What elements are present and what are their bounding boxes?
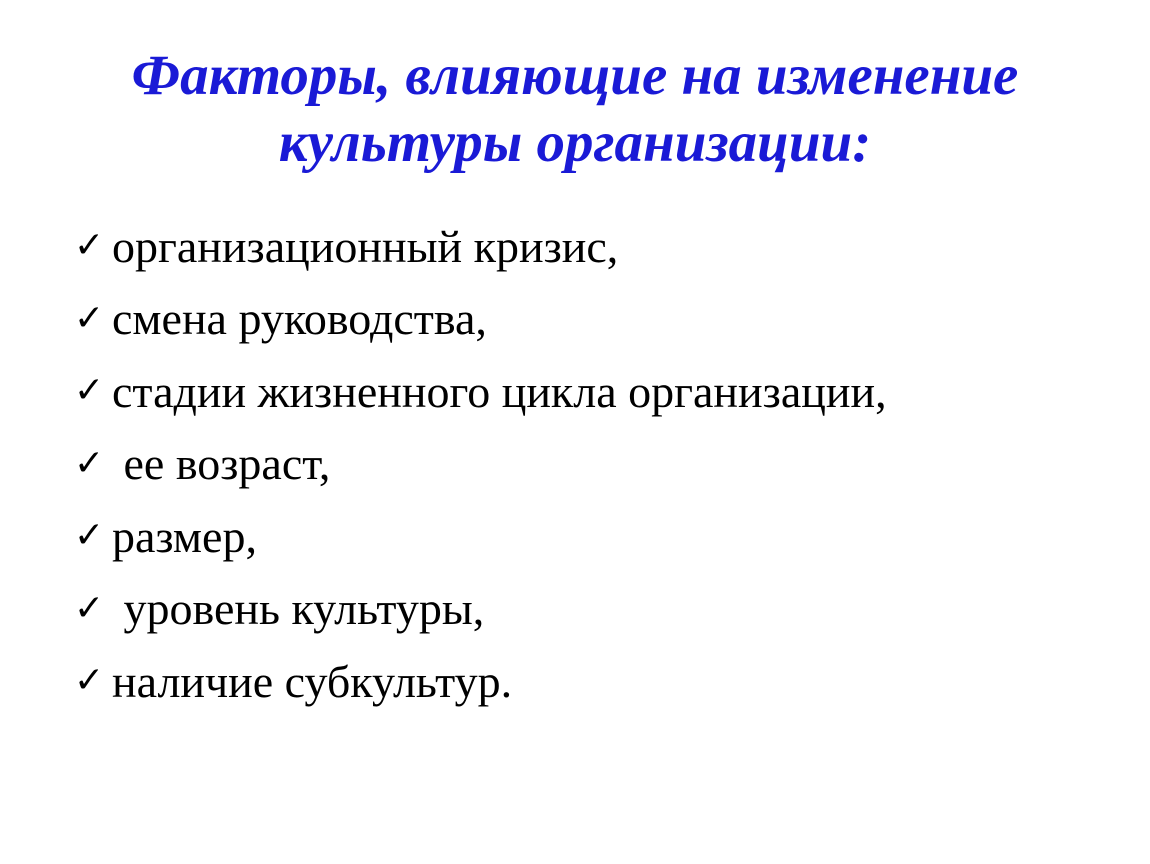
checkmark-icon: ✓ [74,442,105,484]
list-item-text: ее возраст, [112,438,331,490]
slide-title [40,42,1110,176]
checkmark-icon: ✓ [74,660,105,702]
slide-title-line-2: культуры организации: [278,111,872,174]
factors-list [74,210,887,718]
list-item [74,428,887,501]
list-item [74,573,887,646]
list-item-text: уровень культуры, [112,583,485,635]
list-item-text: наличие субкультур. [112,655,513,707]
list-item-text: организационный кризис, [112,220,619,272]
list-item [74,283,887,356]
checkmark-icon: ✓ [74,370,105,412]
list-item-text: размер, [112,510,257,562]
checkmark-icon: ✓ [74,225,105,267]
list-item [74,500,887,573]
list-item [74,210,887,283]
checkmark-icon: ✓ [74,587,105,629]
list-item-text: смена руководства, [112,293,487,345]
list-item [74,645,887,718]
list-item-text: стадии жизненного цикла организации, [112,365,887,417]
list-item [74,355,887,428]
checkmark-icon: ✓ [74,515,105,557]
slide-title-line-1: Факторы, влияющие на изменение [131,44,1019,107]
checkmark-icon: ✓ [74,297,105,339]
